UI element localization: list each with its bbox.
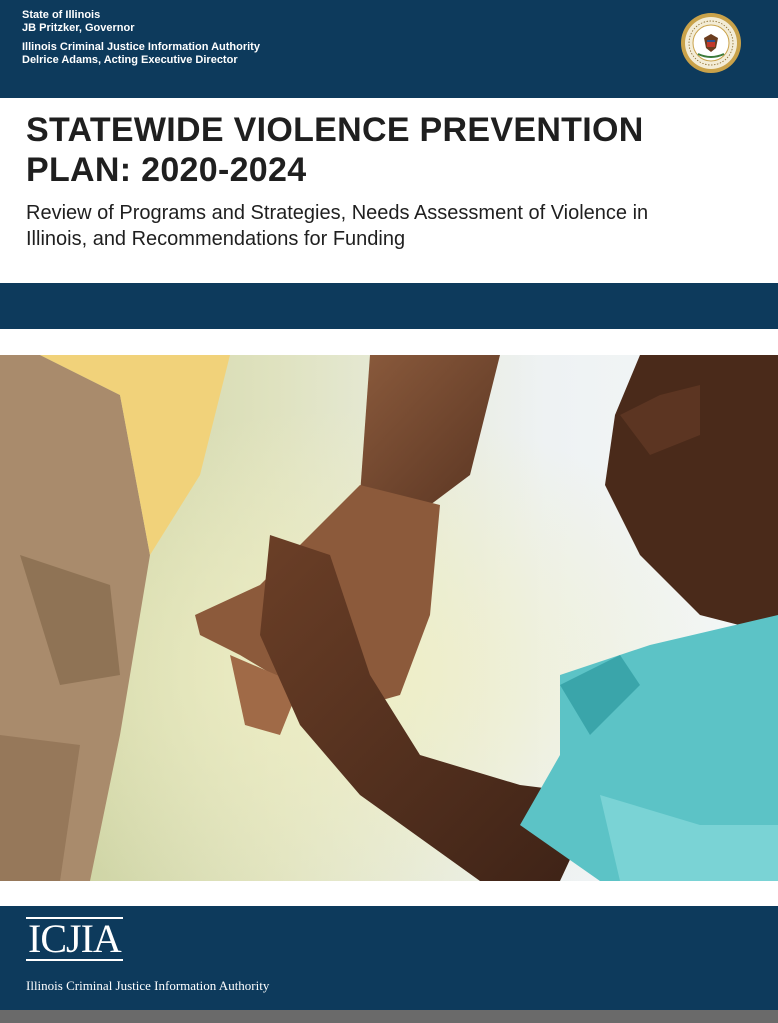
- subtitle-line-1: Review of Programs and Strategies, Needs Assessment of Violence in: [26, 202, 649, 224]
- title-line-1: STATEWIDE VIOLENCE PREVENTION: [26, 111, 644, 149]
- logo-caption: Illinois Criminal Justice Information Authority: [26, 978, 270, 993]
- agency-name: Illinois Criminal Justice Information Authority: [22, 41, 260, 53]
- title-line-2: PLAN: 2020-2024: [26, 151, 307, 189]
- title-block: [26, 110, 756, 252]
- illinois-state-seal-icon: [680, 12, 742, 74]
- state-name: State of Illinois: [22, 9, 101, 21]
- icjia-logo: [26, 917, 123, 961]
- governor-name: JB Pritzker, Governor: [22, 22, 135, 34]
- divider-band: [0, 283, 778, 329]
- logo-mark: ICJIA: [28, 916, 121, 961]
- subtitle-line-2: Illinois, and Recommendations for Funding: [26, 228, 406, 250]
- director-name: Delrice Adams, Acting Executive Director: [22, 54, 238, 66]
- bottom-strip: [0, 1010, 778, 1023]
- header-text-block: [22, 9, 260, 67]
- hands-photo-image: [0, 355, 778, 881]
- document-title: [26, 110, 756, 190]
- cover-photo: [0, 355, 778, 881]
- document-subtitle: [26, 200, 756, 252]
